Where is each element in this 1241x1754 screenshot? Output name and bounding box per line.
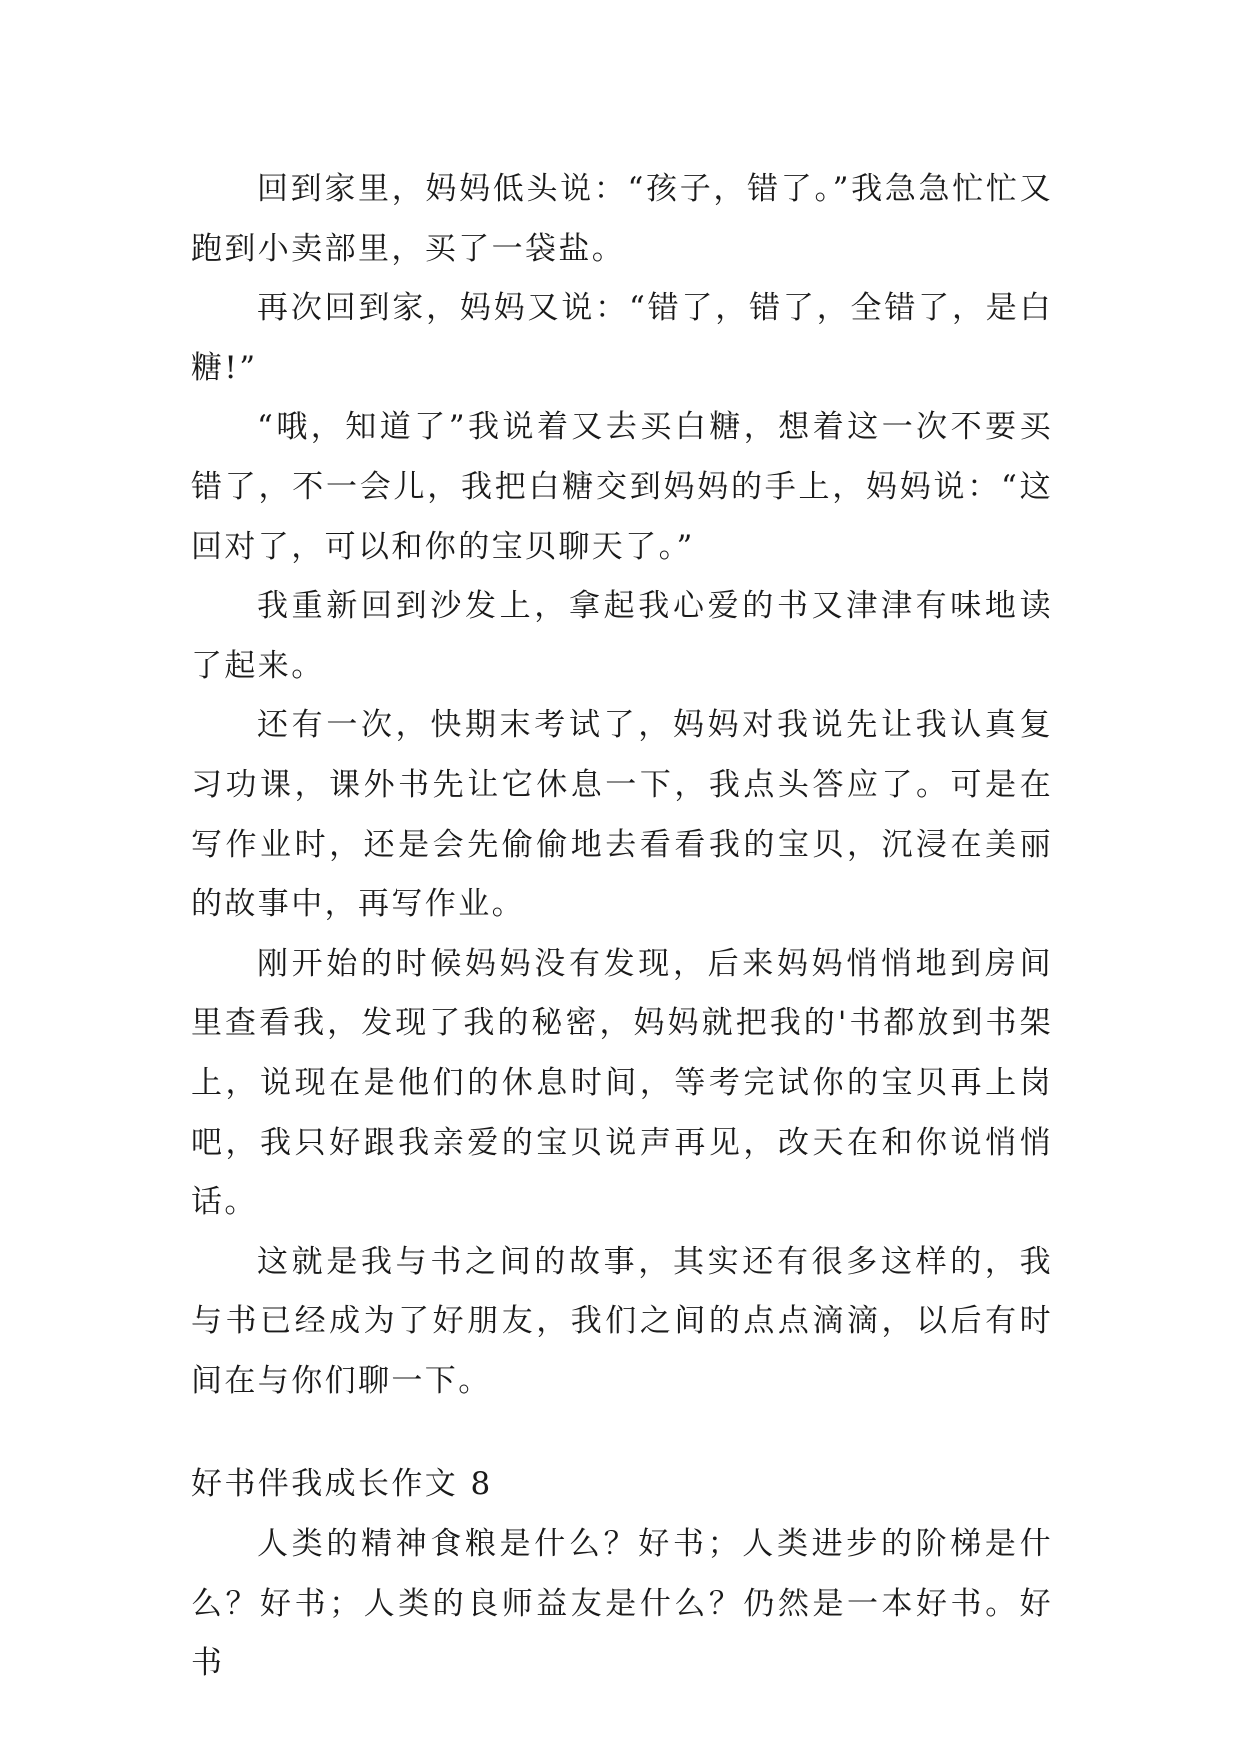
paragraph: 还有一次，快期末考试了，妈妈对我说先让我认真复习功课，课外书先让它休息一下，我点头答应了。可是在写作业时，还是会先偷偷地去看看我的宝贝，沉浸在美丽的故事中，再写作业。	[191, 707, 1053, 923]
document-body	[191, 160, 1053, 1694]
paragraph: 这就是我与书之间的故事，其实还有很多这样的，我与书已经成为了好朋友，我们之间的点点滴滴，以后有时间在与你们聊一下。	[191, 1243, 1053, 1399]
section-title: 好书伴我成长作文 8	[191, 1466, 493, 1503]
paragraph: 回到家里，妈妈低头说：“孩子，错了。”我急急忙忙又跑到小卖部里，买了一袋盐。	[191, 171, 1053, 267]
paragraph: “哦，知道了”我说着又去买白糖，想着这一次不要买错了，不一会儿，我把白糖交到妈妈的手上，妈妈说：“这回对了，可以和你的宝贝聊天了。”	[191, 409, 1053, 565]
paragraph: 我重新回到沙发上，拿起我心爱的书又津津有味地读了起来。	[191, 588, 1053, 684]
paragraph: 再次回到家，妈妈又说：“错了，错了，全错了，是白糖!”	[191, 290, 1053, 386]
paragraph: 人类的精神食粮是什么？好书；人类进步的阶梯是什么？好书；人类的良师益友是什么？仍然是一本好书。好书	[191, 1526, 1053, 1682]
paragraph: 刚开始的时候妈妈没有发现，后来妈妈悄悄地到房间里查看我，发现了我的秘密，妈妈就把我的'书都放到书架上，说现在是他们的休息时间，等考完试你的宝贝再上岗吧，我只好跟我亲爱的宝贝说声再见，改天在和你说悄悄话。	[191, 945, 1053, 1221]
